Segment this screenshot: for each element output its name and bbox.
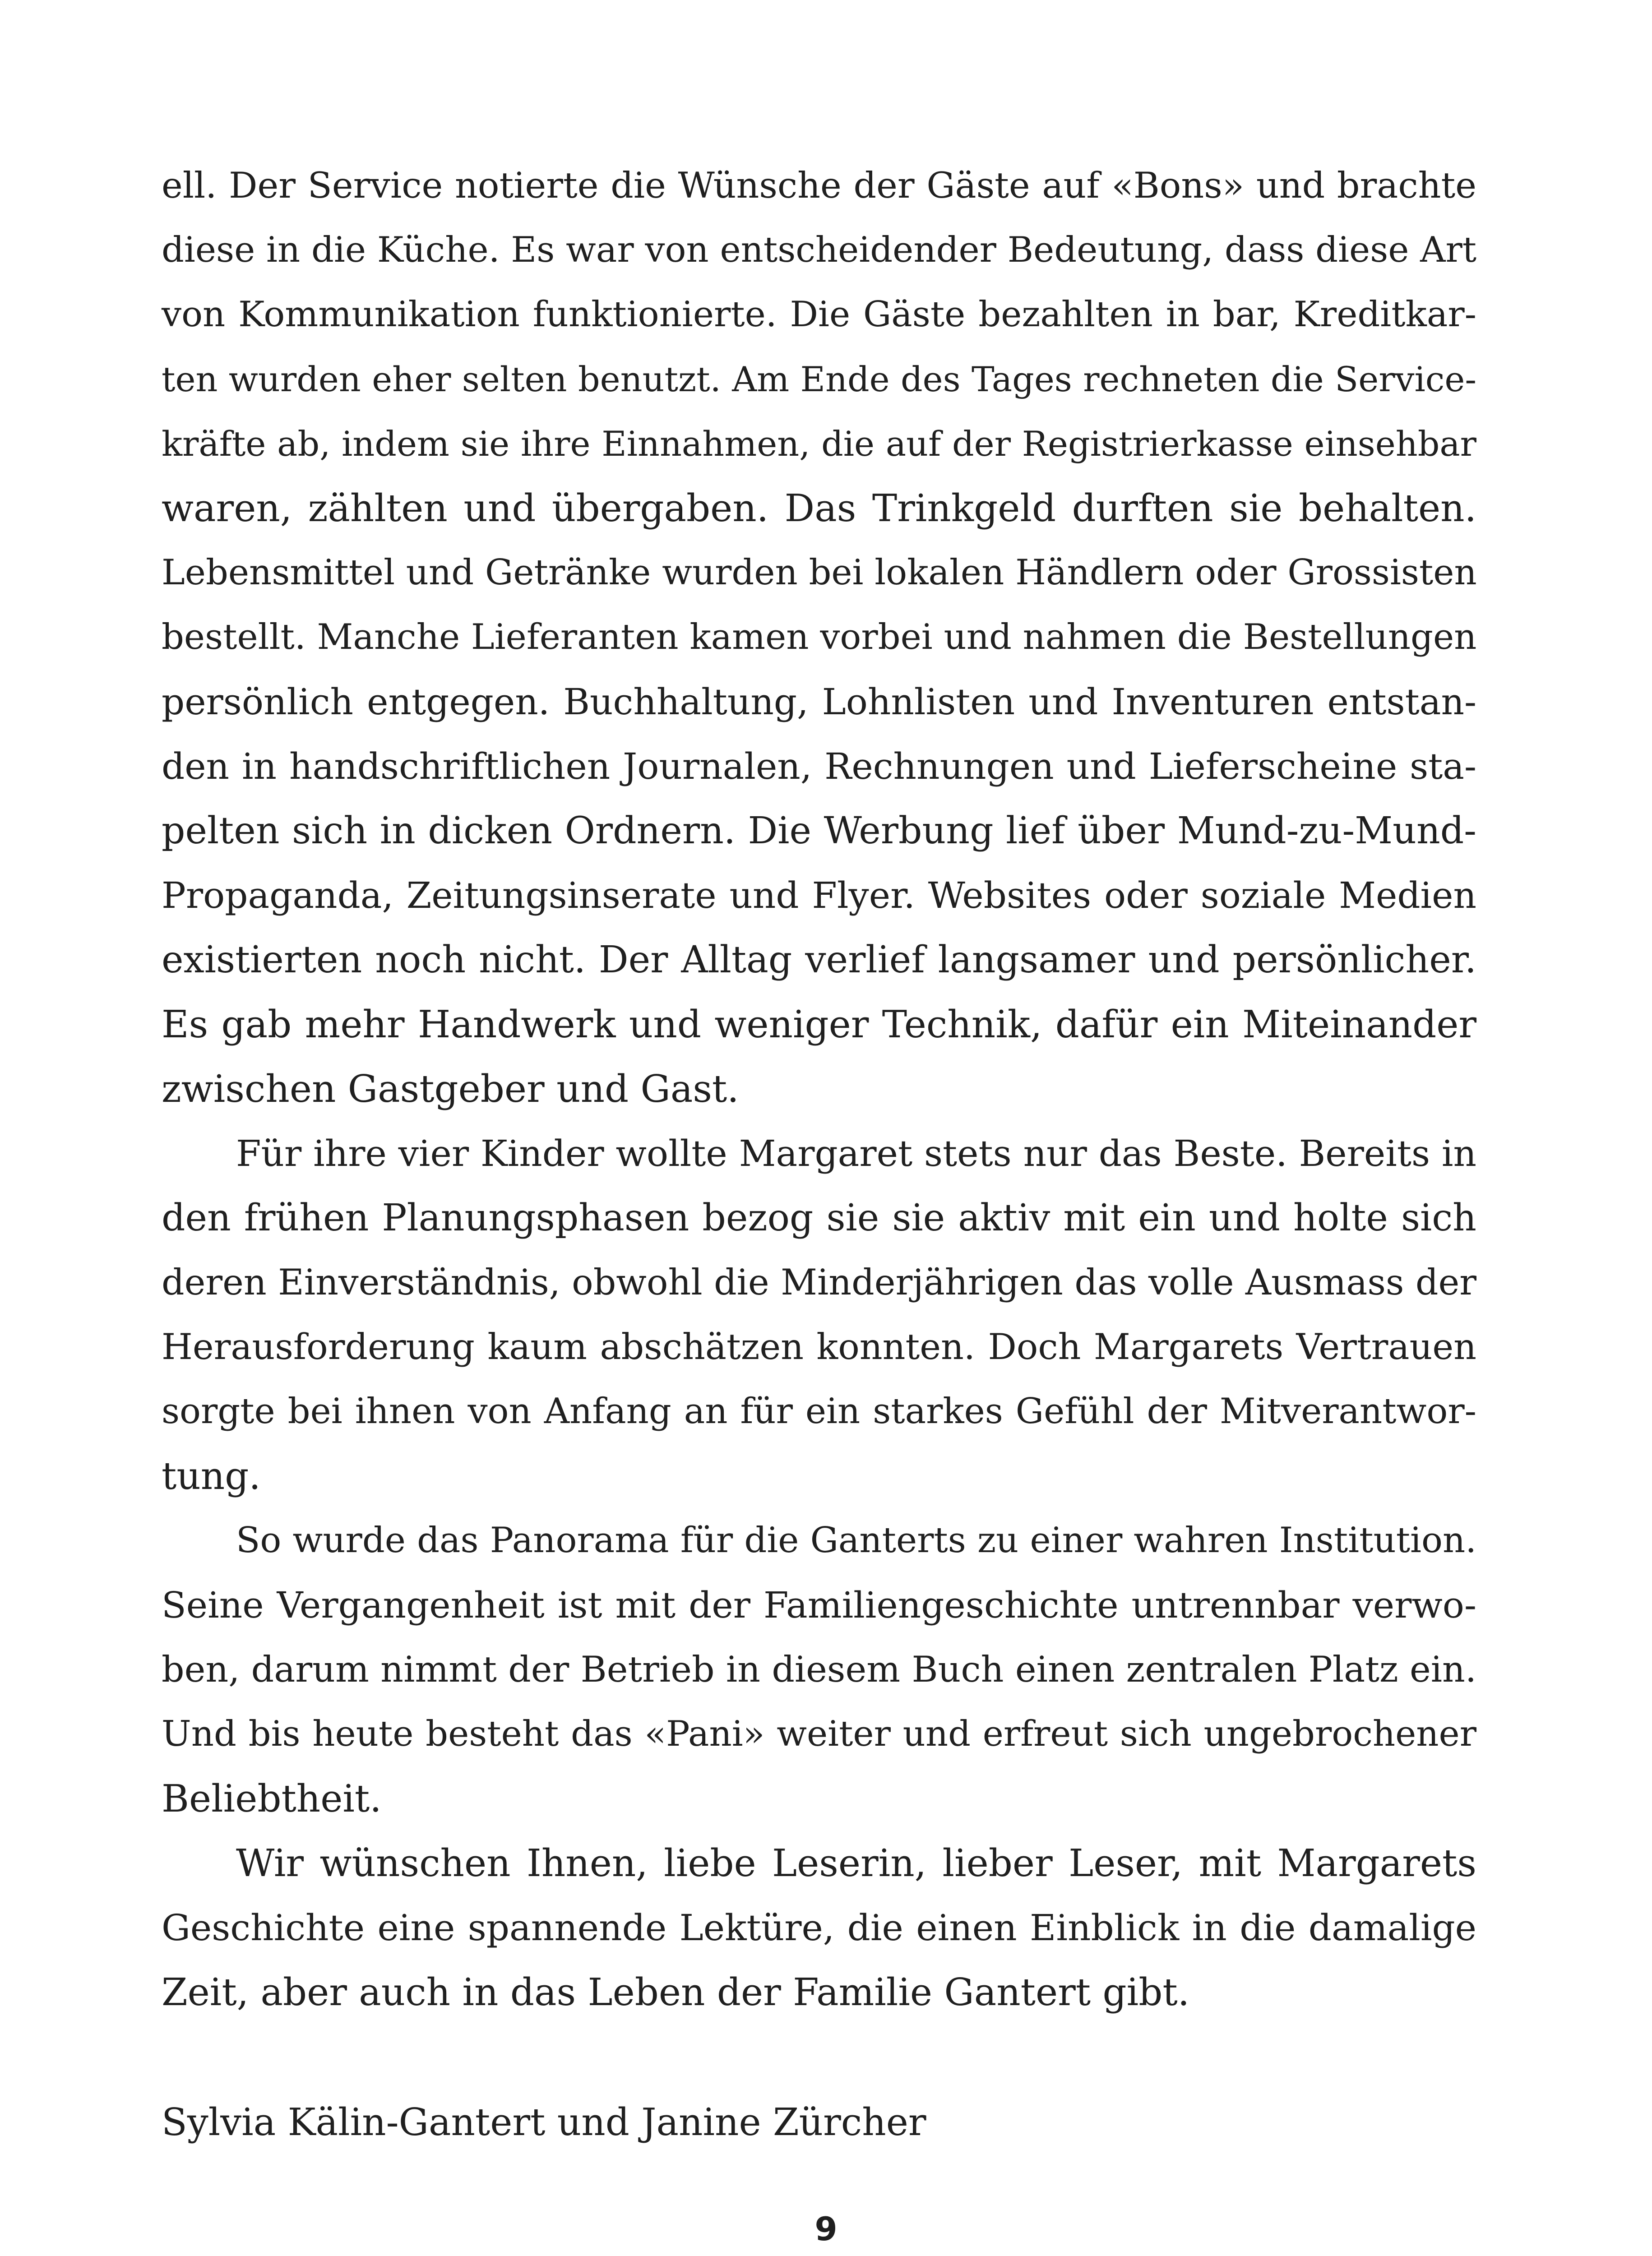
text-line: tung.	[162, 1454, 261, 1498]
text-line: Beliebtheit.	[162, 1777, 382, 1821]
text-line: pelten sich in dicken Ordnern. Die Werbung lief über Mund-zu-Mund-	[162, 809, 1476, 852]
text-line: Propaganda, Zeitungsinserate und Flyer. Websites oder soziale Medien	[162, 874, 1476, 916]
paragraph-1	[162, 153, 1476, 1121]
text-line: Zeit, aber auch in das Leben der Familie Gantert gibt.	[162, 1970, 1190, 2014]
text-line: Es gab mehr Handwerk und weniger Technik, dafür ein Miteinander	[162, 1003, 1476, 1046]
text-line: Lebensmittel und Getränke wurden bei lokalen Händlern oder Grossisten	[162, 552, 1477, 593]
text-line: Herausforderung kaum abschätzen konnten. Doch Margarets Vertrauen	[162, 1326, 1476, 1368]
text-line: sorgte bei ihnen von Anfang an für ein starkes Gefühl der Mitverantwor-	[162, 1391, 1476, 1432]
body-text	[162, 153, 1476, 2025]
text-line: den frühen Planungsphasen bezog sie sie aktiv mit ein und holte sich	[162, 1197, 1476, 1239]
text-line: ben, darum nimmt der Betrieb in diesem Buch einen zentralen Platz ein.	[162, 1649, 1476, 1690]
text-line: Seine Vergangenheit ist mit der Familiengeschichte untrennbar verwo-	[162, 1584, 1476, 1626]
text-line: waren, zählten und übergaben. Das Trinkgeld durften sie behalten.	[162, 486, 1476, 530]
text-line: diese in die Küche. Es war von entscheidender Bedeutung, dass diese Art	[162, 230, 1477, 270]
text-line: ten wurden eher selten benutzt. Am Ende des Tages rechneten die Service-	[162, 359, 1476, 399]
text-line: Und bis heute besteht das «Pani» weiter und erfreut sich ungebrochener	[162, 1714, 1476, 1754]
text-line: So wurde das Panorama für die Ganterts zu einer wahren Institution.	[236, 1520, 1476, 1561]
text-line: bestellt. Manche Lieferanten kamen vorbei und nahmen die Bestellungen	[162, 617, 1477, 657]
text-line: persönlich entgegen. Buchhaltung, Lohnlisten und Inventuren entstan-	[162, 681, 1476, 723]
paragraph-4	[162, 1831, 1476, 2025]
page-number: 9	[814, 2210, 838, 2248]
text-line: Für ihre vier Kinder wollte Margaret stets nur das Beste. Bereits in	[236, 1133, 1476, 1174]
text-line: deren Einverständnis, obwohl die Minderjährigen das volle Ausmass der	[162, 1262, 1476, 1303]
paragraph-3	[162, 1508, 1476, 1831]
text-line: Wir wünschen Ihnen, liebe Leserin, lieber Leser, mit Margarets	[236, 1841, 1476, 1885]
text-line: von Kommunikation funktionierte. Die Gäste bezahlten in bar, Kreditkar-	[162, 294, 1476, 335]
author-signature: Sylvia Kälin-Gantert und Janine Zürcher	[162, 2100, 926, 2144]
text-line: zwischen Gastgeber und Gast.	[162, 1067, 739, 1111]
text-line: Geschichte eine spannende Lektüre, die einen Einblick in die damalige	[162, 1907, 1476, 1949]
text-line: kräfte ab, indem sie ihre Einnahmen, die auf der Registrierkasse einsehbar	[162, 424, 1476, 464]
paragraph-2	[162, 1121, 1476, 1508]
text-line: existierten noch nicht. Der Alltag verlief langsamer und persönlicher.	[162, 938, 1476, 981]
text-line: ell. Der Service notierte die Wünsche der Gäste auf «Bons» und brachte	[162, 165, 1476, 206]
text-line: den in handschriftlichen Journalen, Rechnungen und Lieferscheine sta-	[162, 745, 1476, 787]
